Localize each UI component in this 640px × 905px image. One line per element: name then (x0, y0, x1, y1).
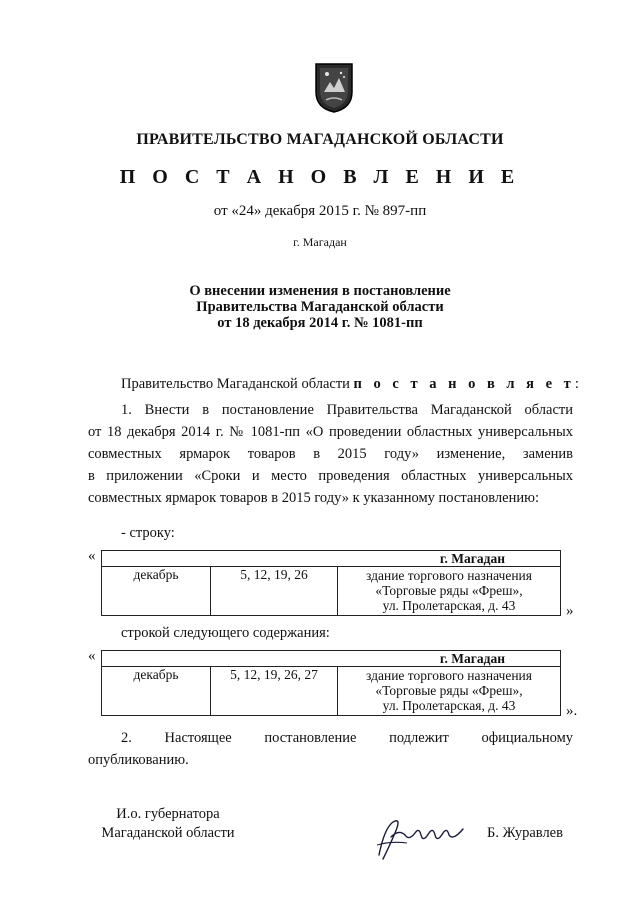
table-city-header: г. Магадан (338, 551, 561, 567)
old-fair-table (101, 550, 561, 616)
intro-suffix: : (574, 376, 579, 392)
quote-open: « (88, 548, 96, 564)
government-title: ПРАВИТЕЛЬСТВО МАГАДАНСКОЙ ОБЛАСТИ (136, 131, 504, 148)
intro-decrees: п о с т а н о в л я е т (353, 376, 575, 392)
signatory-position (78, 805, 258, 843)
old-row-label: - строку: (121, 525, 175, 541)
intro-paragraph (121, 373, 581, 395)
paragraph-line: в приложении «Сроки и место проведения областных универсальных (88, 468, 573, 484)
decree-subject (0, 283, 640, 331)
fair-place (338, 667, 561, 716)
place-line: ул. Пролетарская, д. 43 (382, 598, 516, 613)
place-line: «Торговые ряды «Фреш», (375, 683, 523, 698)
paragraph-line: совместных ярмарок товаров в 2015 году» изменение, заменив (88, 446, 573, 462)
place-line: здание торгового назначения (366, 668, 532, 683)
subject-line: от 18 декабря 2014 г. № 1081-пп (217, 315, 423, 331)
paragraph-line: 2. Настоящее постановление подлежит официальному (121, 730, 573, 746)
paragraph-line: совместных ярмарок товаров в 2015 году» к указанному постановлению: (88, 490, 539, 506)
table-row (102, 567, 561, 616)
table-city-header: г. Магадан (338, 651, 561, 667)
fair-month: декабрь (102, 567, 211, 616)
signature-icon (371, 815, 471, 863)
table-header-blank (102, 651, 338, 667)
subject-line: Правительства Магаданской области (196, 299, 444, 315)
place-line: здание торгового назначения (366, 568, 532, 583)
decree-date-number: от «24» декабря 2015 г. № 897-пп (213, 203, 427, 219)
fair-dates: 5, 12, 19, 26 (211, 567, 338, 616)
paragraph-line: опубликованию. (88, 752, 189, 768)
decree-city: г. Магадан (293, 235, 347, 249)
place-line: ул. Пролетарская, д. 43 (382, 698, 516, 713)
fair-dates: 5, 12, 19, 26, 27 (211, 667, 338, 716)
position-line: Магаданской области (101, 825, 235, 841)
subject-line: О внесении изменения в постановление (189, 283, 451, 299)
item-1-paragraph (88, 399, 573, 509)
quote-open: « (88, 648, 96, 664)
coat-of-arms-icon (314, 62, 354, 114)
signatory-name: Б. Журавлев (487, 825, 563, 841)
document-type: П О С Т А Н О В Л Е Н И Е (119, 166, 521, 188)
fair-place (338, 567, 561, 616)
fair-month: декабрь (102, 667, 211, 716)
item-2-paragraph (88, 727, 573, 771)
place-line: «Торговые ряды «Фреш», (375, 583, 523, 598)
new-fair-table (101, 650, 561, 716)
paragraph-line: от 18 декабря 2014 г. № 1081-пп «О проведении областных универсальных (88, 424, 573, 440)
table-header-row (102, 651, 561, 667)
quote-close: ». (566, 703, 578, 719)
paragraph-line: 1. Внести в постановление Правительства Магаданской области (121, 402, 573, 418)
table-header-row (102, 551, 561, 567)
intro-prefix: Правительство Магаданской области (121, 376, 350, 392)
table-header-blank (102, 551, 338, 567)
quote-close: » (566, 603, 574, 619)
table-row (102, 667, 561, 716)
new-row-label: строкой следующего содержания: (121, 625, 330, 641)
position-line: И.о. губернатора (116, 806, 220, 822)
